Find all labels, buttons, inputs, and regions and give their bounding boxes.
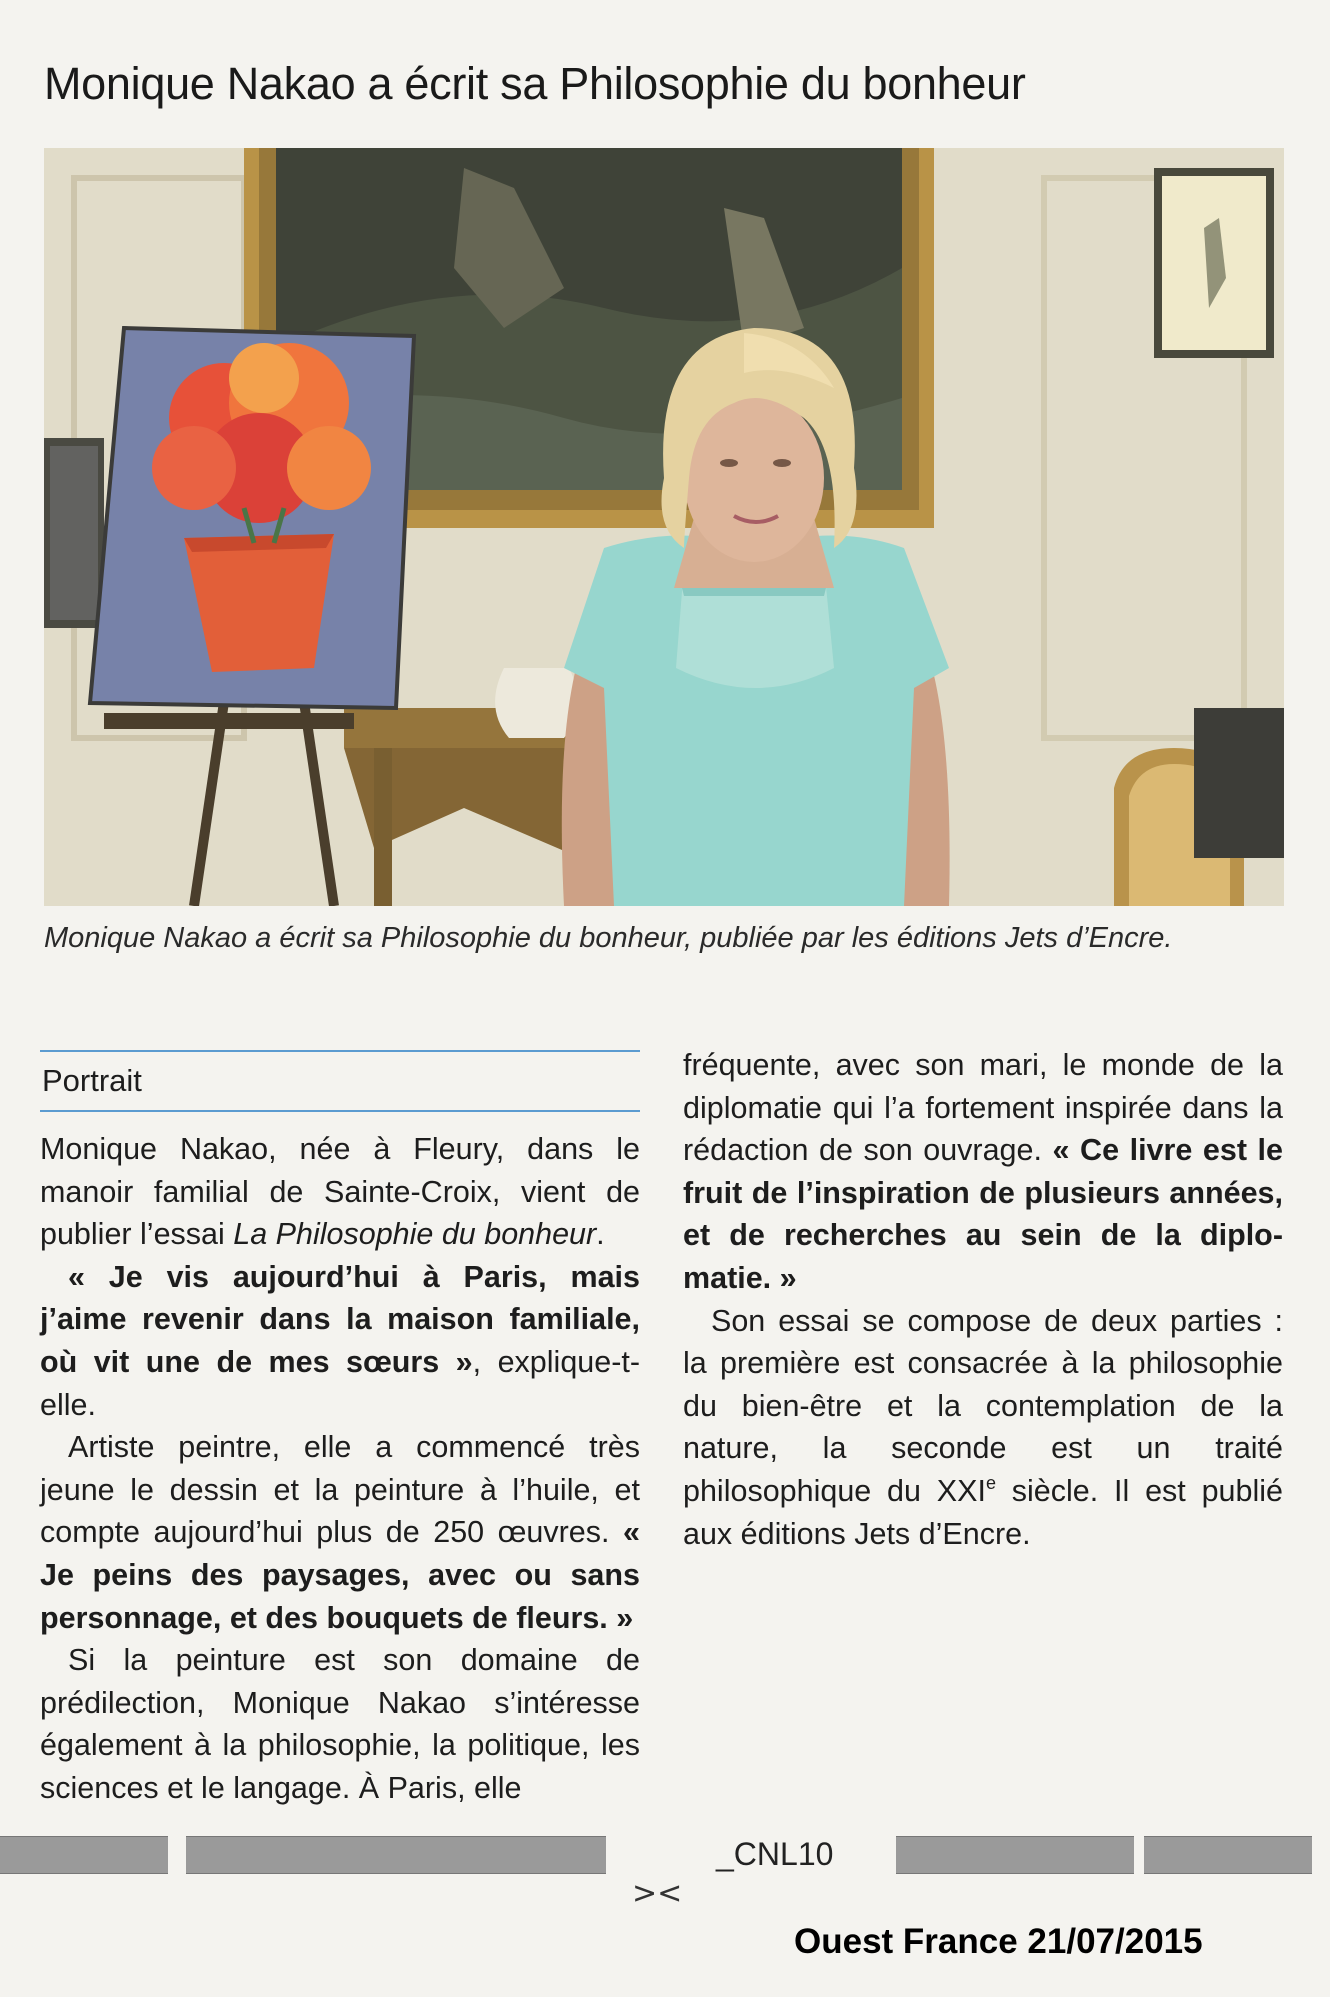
cut-mark: ><: [632, 1876, 683, 1911]
paragraph-text-segment: Si la peinture est son domaine de prédilection, Monique Nakao s’intéresse également à la philosophie, la politique, les sciences et le langage. À Paris, elle: [40, 1643, 640, 1805]
article-body-left: [40, 1128, 640, 1810]
paragraph-text-segment: .: [596, 1217, 605, 1252]
article-paragraph: [40, 1639, 640, 1809]
kicker-rule-bottom: [40, 1110, 640, 1112]
source-credit: Ouest France 21/07/2015: [794, 1922, 1203, 1961]
article-paragraph-continued: [683, 1044, 1283, 1300]
article-body-right: [683, 1044, 1283, 1555]
article-paragraph: [40, 1426, 640, 1639]
section-kicker: Portrait: [42, 1063, 142, 1098]
paragraph-text-segment: e: [985, 1472, 996, 1493]
article-paragraph: [40, 1128, 640, 1256]
article-paragraph: [40, 1256, 640, 1426]
body-left: [40, 1128, 640, 1810]
article-headline: Monique Nakao a écrit sa Philosophie du bonheur: [44, 58, 1026, 109]
portrait-photo-illustration: [44, 148, 1284, 906]
paragraph-text-segment: La Philosophie du bonheur: [233, 1217, 597, 1252]
paragraph-text-segment: Son essai se compose de deux parties : la première est consacrée à la philosophie du bien-être et la contemplation de la nature, la seconde est un traité philosophique du XXI: [683, 1303, 1283, 1508]
body-right: [683, 1044, 1283, 1555]
photo-caption: Monique Nakao a écrit sa Philosophie du bonheur, publiée par les éditions Jets d’Encre.: [44, 922, 1173, 954]
paragraph-text-segment: « Je peins des paysages, avec ou sans personnage, et des bouquets de fleurs. »: [40, 1515, 640, 1635]
paragraph-text-segment: Artiste peintre, elle a commencé très jeune le dessin et la peinture à l’huile, et compte aujourd’hui plus de 250 œuvres.: [40, 1430, 640, 1550]
footer-strip-2: [186, 1836, 606, 1874]
paragraph-text-segment: , explique-t-elle.: [40, 1344, 640, 1422]
paragraph-text-segment: « Je vis aujourd’hui à Paris, mais j’aime revenir dans la maison familiale, où vit une de mes sœurs »: [40, 1259, 640, 1379]
paragraph-text-segment: siècle. Il est publié aux éditions Jets d’Encre.: [683, 1473, 1283, 1551]
article-paragraph: [683, 1300, 1283, 1556]
footer-strip-4: [1144, 1836, 1312, 1874]
paragraph-text-segment: fréquente, avec son mari, le monde de la diplomatie qui l’a fortement inspirée dans la rédaction de son ouvrage.: [683, 1048, 1283, 1168]
paragraph-text-segment: « Ce livre est le fruit de l’inspiration de plusieurs années, et de recherches au sein de la diplomatie. »: [683, 1133, 1283, 1295]
page-code: _CNL10: [716, 1836, 834, 1872]
paragraph-text-segment: Monique Nakao, née à Fleury, dans le manoir familial de Sainte-Croix, vient de publier l’essai: [40, 1132, 640, 1252]
article-photo: [44, 148, 1284, 906]
left-column: [40, 1050, 640, 1120]
footer-strip-1: [0, 1836, 168, 1874]
footer-strip-3: [896, 1836, 1134, 1874]
